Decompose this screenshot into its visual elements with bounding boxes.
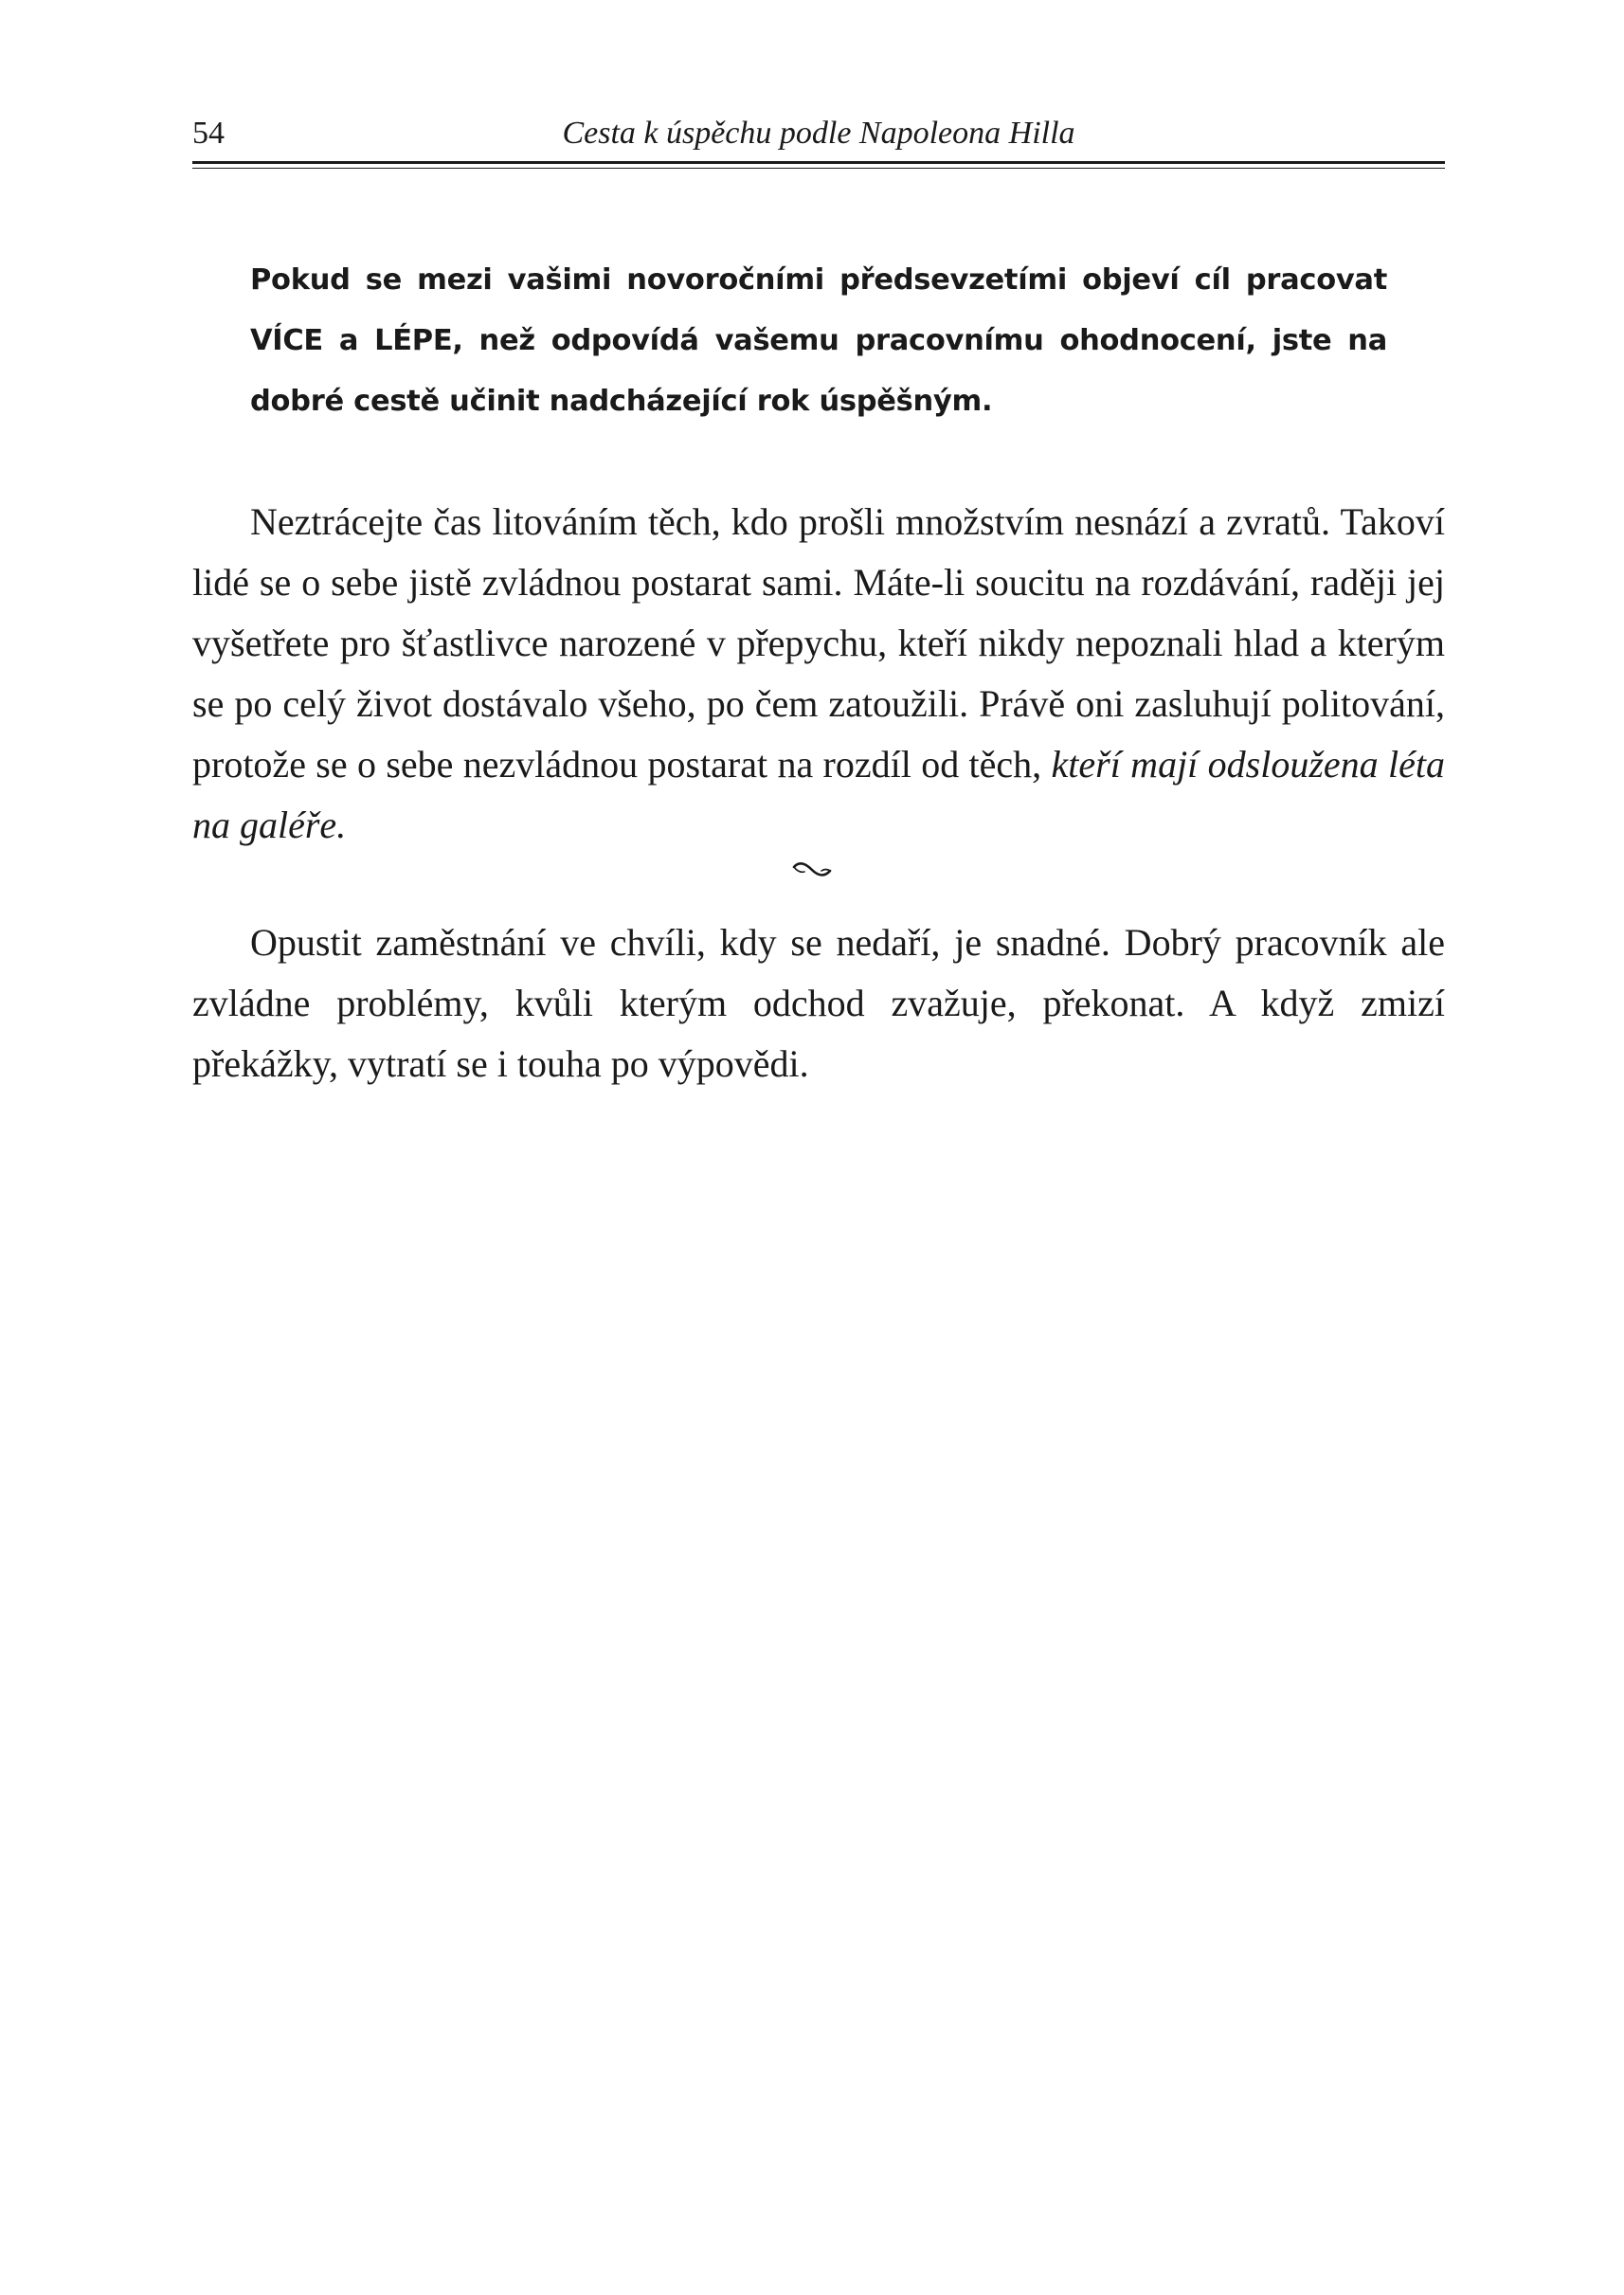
page-number: 54: [192, 116, 225, 151]
paragraph-1-italic: kteří mají odsloužena léta na galéře.: [192, 743, 1445, 846]
body-paragraph-2: Opustit zaměstnání ve chvíli, kdy se nedaří, je snadné. Dobrý pracovník ale zvládne problémy, kvůli kterým odchod zvažuje, překonat. A když zmizí překážky, vytratí se i touha po výpovědi.: [192, 921, 1445, 1085]
running-title: Cesta k úspěchu podle Napoleona Hilla: [562, 116, 1075, 151]
header-rule-thin: [192, 168, 1445, 169]
highlight-callout: Pokud se mezi vašimi novoročními předsevzetími objeví cíl pracovat VÍCE a LÉPE, než odpovídá vašemu pracovnímu ohodnocení, jste na dobré cestě učinit nadcházející rok úspěšným.: [250, 263, 1387, 418]
header-rule-thick: [192, 161, 1445, 164]
body-paragraph-1: [192, 492, 1445, 856]
running-header: [192, 112, 1445, 155]
paragraph-1-text: Neztrácejte čas litováním těch, kdo prošli množstvím nesnází a zvratů. Takoví lidé se o sebe jistě zvládnou postarat sami. Máte-li soucitu na rozdávání, raději jej vyšetřete pro šťastlivce narozené v přepychu, kteří nikdy nepoznali hlad a kterým se po celý život dostávalo všeho, po čem zatoužili. Právě oni zasluhují politování, protože se o sebe nezvládnou postarat na rozdíl od těch,: [192, 500, 1445, 786]
